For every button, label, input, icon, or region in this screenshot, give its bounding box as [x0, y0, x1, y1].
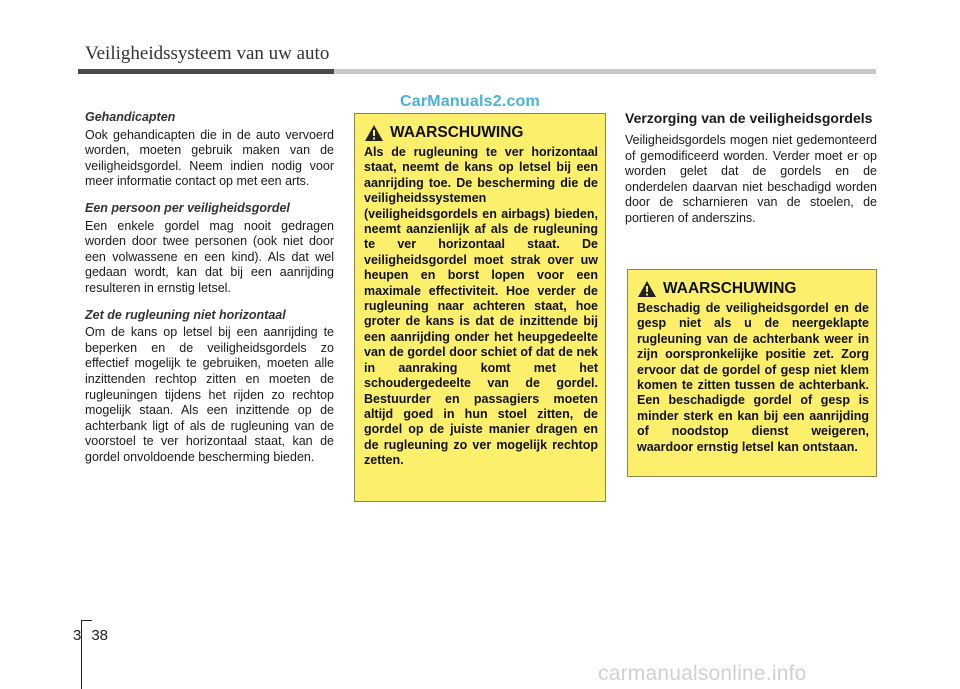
section-text: Ook gehandicapten die in de auto vervoerd worden, moeten gebruik maken van de veiligheidsgordel. Neem indien nodig voor meer informatie contact op met een arts. — [85, 127, 334, 189]
warning-triangle-icon — [637, 280, 657, 298]
watermark-bottom: carmanualsonline.info — [598, 662, 807, 685]
section-text: Om de kans op letsel bij een aanrijding te beperken en de veiligheidsgordels zo effectief mogelijk te gebruiken, moeten alle inzittenden rechtop zitten en moeten de rugleuningen tijdens het rijden zo rechtop mogelijk staan. Als een inzittende op de achterbank ligt of als de rugleuning van de voorstoel te ver horizontaal staat, kan de gordel onvoldoende bescherming bieden. — [85, 325, 334, 464]
warning-box-seatback — [354, 113, 606, 502]
page-number — [73, 627, 108, 644]
warning-box-belt-damage — [627, 269, 877, 477]
header-rule-accent — [78, 69, 334, 74]
section-heading: Een persoon per veiligheidsgordel — [85, 200, 290, 215]
warning-triangle-icon — [364, 124, 384, 142]
section-heading: Gehandicapten — [85, 110, 176, 124]
section-title: Verzorging van de veiligheidsgordels — [625, 110, 873, 126]
warning-text: Als de rugleuning te ver horizontaal staat, neemt de kans op letsel bij een aanrijding toe. De bescherming die de veiligheidssystemen (veiligheidsgordels en airbags) bieden, neemt aanzienlijk af als de rugleuning te ver horizontaal staat. De veiligheidsgordel moet strak over uw heupen en borst lopen voor een maximale effectiviteit. Hoe verder de rugleuning naar achteren staat, hoe groter de kans is dat de inzittende bij een aanrijding onder het heupgedeelte van de gordel door schiet of dat de nek in aanraking komt met het schoudergedeelte van de gordel. Bestuurder en passagiers moeten altijd goed in hun stoel zitten, de gordel op de juiste manier dragen en de rugleuning zo ver mogelijk rechtop zetten. — [364, 145, 598, 468]
page-header-title: Veiligheidssysteem van uw auto — [85, 43, 330, 64]
section-text: Veiligheidsgordels mogen niet gedemonteerd of gemodificeerd worden. Verder moet er op worden gelet dat de gordels en de onderdelen daarvan niet beschadigd worden door de scharnieren van de stoelen, de portieren of anderszins. — [625, 133, 877, 225]
chapter-number: 3 — [73, 627, 82, 644]
warning-text: Beschadig de veiligheidsgordel en de gesp niet als u de neergeklapte rugleuning van de achterbank weer in zijn oorspronkelijke positie zet. Zorg ervoor dat de gordel of gesp niet klem komen te zitten tussen de achterbank. Een beschadigde gordel of gesp is minder sterk en kan bij een aanrijding of noodstop dienst weigeren, waardoor ernstig letsel kan ontstaan. — [637, 301, 869, 454]
warning-title: WAARSCHUWING — [390, 124, 524, 141]
section-text: Een enkele gordel mag nooit gedragen worden door twee personen (ook niet door een volwassene en een kind). Als dat wel gedaan wordt, kan dat bij een aanrijding resulteren in ernstig letsel. — [85, 218, 334, 295]
right-column — [625, 110, 877, 227]
watermark-top: CarManuals2.com — [400, 93, 540, 110]
footer-rule-horizontal — [81, 620, 92, 621]
section-heading: Zet de rugleuning niet horizontaal — [85, 307, 286, 322]
warning-title: WAARSCHUWING — [663, 280, 797, 297]
page-number-value: 38 — [91, 627, 109, 644]
left-column — [85, 110, 334, 465]
